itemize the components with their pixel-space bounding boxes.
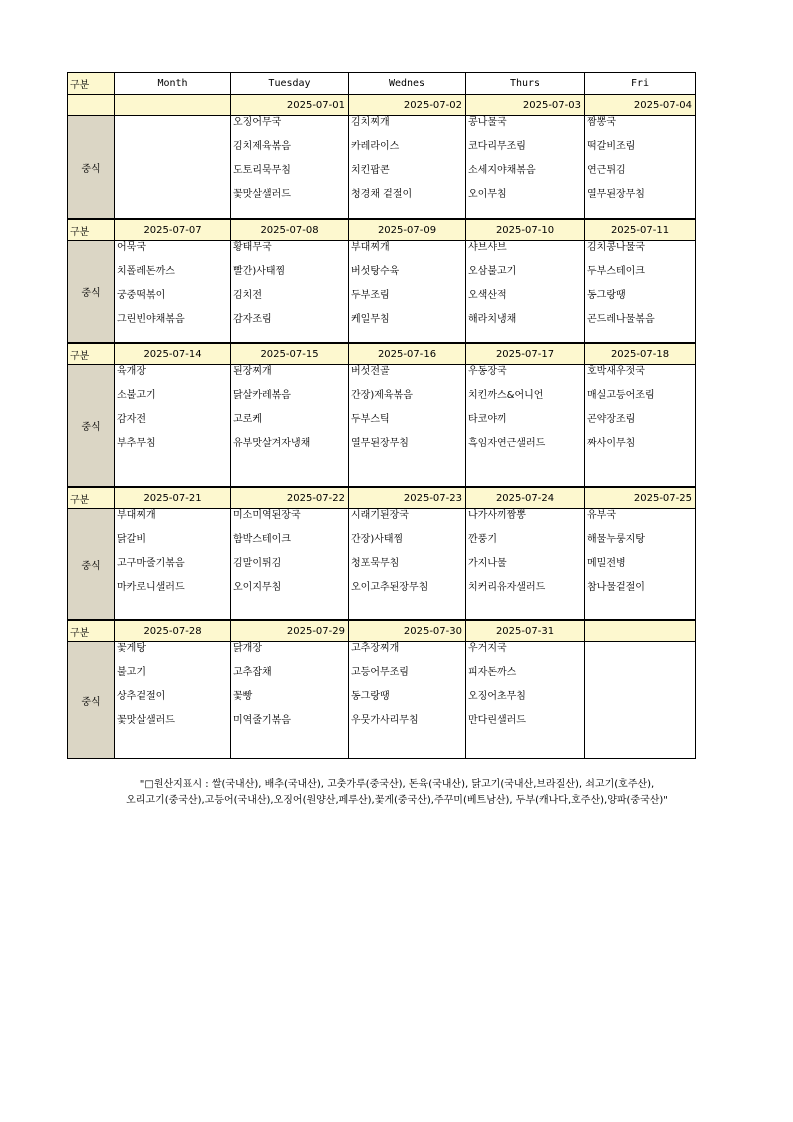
menu-item: 고추장찌개 (351, 643, 400, 654)
menu-item: 두부스틱 (351, 414, 390, 425)
menu-cell (115, 642, 231, 759)
menu-item: 닭갈비 (117, 534, 146, 545)
menu-item: 샤브샤브 (468, 242, 507, 253)
date-row (68, 95, 696, 116)
menu-item: 소불고기 (117, 390, 156, 401)
lunch-menu-table (67, 72, 696, 759)
menu-item: 시래기된장국 (351, 510, 409, 521)
day-header: Thurs (466, 73, 585, 95)
menu-cell (115, 116, 231, 220)
menu-item: 고구마줄기볶음 (117, 558, 185, 569)
menu-item: 함박스테이크 (233, 534, 291, 545)
menu-item: 코다리무조림 (468, 141, 526, 152)
menu-row (68, 241, 696, 344)
origin-notice-line-2: 오리고기(중국산),고등어(국내산),오징어(원양산,페루산),꽃게(중국산),주꾸미(베트남산), 두부(캐나다,호주산),양파(중국산)" (126, 795, 668, 806)
date-cell: 2025-07-07 (115, 219, 231, 241)
menu-item: 김치제육볶음 (233, 141, 291, 152)
menu-row (68, 365, 696, 488)
menu-item: 간장)제육볶음 (351, 390, 413, 401)
date-cell: 2025-07-18 (585, 343, 696, 365)
menu-item: 닭개장 (233, 643, 262, 654)
date-row-gubun: 구분 (68, 219, 115, 241)
date-cell (115, 95, 231, 116)
menu-item: 나가사끼짬뽕 (468, 510, 526, 521)
menu-cell (466, 642, 585, 759)
menu-cell (231, 116, 349, 220)
menu-item: 꽃맛살샐러드 (117, 715, 175, 726)
date-cell: 2025-07-11 (585, 219, 696, 241)
menu-item: 열무된장무침 (587, 189, 645, 200)
menu-item (585, 642, 695, 666)
menu-item: 치폴레돈까스 (117, 266, 175, 277)
menu-item: 치킨까스&어니언 (468, 390, 544, 401)
menu-item: 치커리유자샐러드 (468, 582, 546, 593)
menu-item: 상추겉절이 (117, 691, 166, 702)
date-cell: 2025-07-22 (231, 487, 349, 509)
menu-item: 청포묵무침 (351, 558, 400, 569)
menu-item: 매실고등어조림 (587, 390, 655, 401)
date-row-gubun: 구분 (68, 343, 115, 365)
menu-item: 오색산적 (468, 290, 507, 301)
menu-cell (349, 509, 466, 621)
menu-item: 치킨팝콘 (351, 165, 390, 176)
menu-item: 미소미역된장국 (233, 510, 301, 521)
menu-item: 우뭇가사리무침 (351, 715, 419, 726)
menu-item: 그린빈야채볶음 (117, 314, 185, 325)
date-row-gubun: 구분 (68, 487, 115, 509)
menu-item: 부대찌개 (117, 510, 156, 521)
menu-item: 감자조림 (233, 314, 272, 325)
date-row (68, 487, 696, 509)
menu-item: 두부조림 (351, 290, 390, 301)
menu-item: 도토리묵무침 (233, 165, 291, 176)
menu-item: 빨간)사태찜 (233, 266, 286, 277)
menu-cell (115, 241, 231, 344)
menu-item: 열무된장무침 (351, 438, 409, 449)
menu-item: 연근튀김 (587, 165, 626, 176)
menu-item: 김치찌개 (351, 117, 390, 128)
menu-item: 해라치냉채 (468, 314, 517, 325)
menu-item: 감자전 (117, 414, 146, 425)
menu-item: 오징어초무침 (468, 691, 526, 702)
menu-item (115, 116, 230, 140)
menu-item: 김치전 (233, 290, 262, 301)
header-gubun: 구분 (68, 73, 115, 95)
menu-item: 꽃게탕 (117, 643, 146, 654)
menu-cell (349, 642, 466, 759)
date-cell: 2025-07-24 (466, 487, 585, 509)
menu-item: 메밀전병 (587, 558, 626, 569)
menu-cell (231, 365, 349, 488)
menu-cell (466, 365, 585, 488)
menu-item: 고로케 (233, 414, 262, 425)
menu-item (115, 164, 230, 188)
date-cell: 2025-07-21 (115, 487, 231, 509)
menu-item: 우동장국 (468, 366, 507, 377)
menu-item: 소세지야채볶음 (468, 165, 536, 176)
menu-cell (349, 116, 466, 220)
menu-item: 마카로니샐러드 (117, 582, 185, 593)
menu-item: 짬뽕국 (587, 117, 616, 128)
day-header: Wednes (349, 73, 466, 95)
menu-item: 김치콩나물국 (587, 242, 645, 253)
menu-cell (466, 241, 585, 344)
menu-item: 청경채 겉절이 (351, 189, 413, 200)
menu-item: 버섯탕수육 (351, 266, 400, 277)
date-cell (585, 620, 696, 642)
menu-item: 케일무침 (351, 314, 390, 325)
menu-item: 간장)사태찜 (351, 534, 404, 545)
menu-item: 오이지무침 (233, 582, 282, 593)
menu-item: 동그랑땡 (351, 691, 390, 702)
menu-item: 고등어무조림 (351, 667, 409, 678)
date-cell: 2025-07-15 (231, 343, 349, 365)
menu-item (585, 666, 695, 690)
menu-item: 곤드레나물볶음 (587, 314, 655, 325)
date-cell: 2025-07-28 (115, 620, 231, 642)
menu-item: 콩나물국 (468, 117, 507, 128)
menu-item: 만다린샐러드 (468, 715, 526, 726)
menu-item: 두부스테이크 (587, 266, 645, 277)
menu-cell (585, 365, 696, 488)
day-header: Month (115, 73, 231, 95)
lunch-label: 중식 (68, 365, 115, 488)
date-row-gubun: 구분 (68, 620, 115, 642)
menu-item: 닭살카레볶음 (233, 390, 291, 401)
menu-cell (585, 509, 696, 621)
date-cell: 2025-07-30 (349, 620, 466, 642)
date-cell: 2025-07-25 (585, 487, 696, 509)
menu-item: 동그랑땡 (587, 290, 626, 301)
menu-item: 유부국 (587, 510, 616, 521)
date-cell: 2025-07-04 (585, 95, 696, 116)
day-header: Tuesday (231, 73, 349, 95)
menu-item: 타코야끼 (468, 414, 507, 425)
date-cell: 2025-07-23 (349, 487, 466, 509)
menu-item (115, 188, 230, 212)
menu-cell (115, 509, 231, 621)
menu-item: 떡갈비조림 (587, 141, 636, 152)
menu-row (68, 642, 696, 759)
lunch-label: 중식 (68, 116, 115, 220)
date-cell: 2025-07-14 (115, 343, 231, 365)
date-cell: 2025-07-29 (231, 620, 349, 642)
menu-cell (466, 509, 585, 621)
menu-cell (585, 116, 696, 220)
menu-item: 육개장 (117, 366, 146, 377)
menu-cell (585, 241, 696, 344)
menu-item: 미역줄기볶음 (233, 715, 291, 726)
menu-cell (115, 365, 231, 488)
menu-item: 꽃맛살샐러드 (233, 189, 291, 200)
date-cell: 2025-07-02 (349, 95, 466, 116)
menu-row (68, 116, 696, 220)
date-cell: 2025-07-08 (231, 219, 349, 241)
date-cell: 2025-07-09 (349, 219, 466, 241)
date-cell: 2025-07-10 (466, 219, 585, 241)
menu-item: 호박새우젓국 (587, 366, 645, 377)
menu-item (585, 690, 695, 714)
menu-item: 카레라이스 (351, 141, 400, 152)
date-cell: 2025-07-01 (231, 95, 349, 116)
date-row-gubun (68, 95, 115, 116)
date-cell: 2025-07-03 (466, 95, 585, 116)
lunch-label: 중식 (68, 241, 115, 344)
day-header: Fri (585, 73, 696, 95)
lunch-label: 중식 (68, 509, 115, 621)
menu-cell (349, 365, 466, 488)
menu-item: 고추잡채 (233, 667, 272, 678)
menu-item: 어묵국 (117, 242, 146, 253)
date-cell: 2025-07-16 (349, 343, 466, 365)
menu-item: 피자돈까스 (468, 667, 517, 678)
menu-item: 불고기 (117, 667, 146, 678)
menu-cell (231, 241, 349, 344)
date-row (68, 620, 696, 642)
menu-item (585, 714, 695, 738)
menu-item: 부추무침 (117, 438, 156, 449)
menu-item: 우거지국 (468, 643, 507, 654)
menu-item: 된장찌개 (233, 366, 272, 377)
menu-item: 오징어무국 (233, 117, 282, 128)
menu-item: 오삼불고기 (468, 266, 517, 277)
menu-item: 깐풍기 (468, 534, 497, 545)
menu-item: 가지나물 (468, 558, 507, 569)
menu-item: 해물누룽지탕 (587, 534, 645, 545)
menu-cell (349, 241, 466, 344)
menu-item: 짜사이무침 (587, 438, 636, 449)
menu-item: 버섯전골 (351, 366, 390, 377)
header-row (68, 73, 696, 95)
date-cell: 2025-07-31 (466, 620, 585, 642)
menu-item: 황태무국 (233, 242, 272, 253)
date-row (68, 343, 696, 365)
date-row (68, 219, 696, 241)
menu-item: 참나물겉절이 (587, 582, 645, 593)
origin-notice-line-1: "□원산지표시 : 쌀(국내산), 배추(국내산), 고춧가루(중국산), 돈육(국내산), 닭고기(국내산,브라질산), 쇠고기(호주산), (139, 779, 655, 790)
menu-item: 부대찌개 (351, 242, 390, 253)
menu-item: 흑임자연근샐러드 (468, 438, 546, 449)
date-cell: 2025-07-17 (466, 343, 585, 365)
menu-item: 궁중떡볶이 (117, 290, 166, 301)
origin-notice (60, 777, 734, 809)
menu-item: 꽃빵 (233, 691, 253, 702)
menu-row (68, 509, 696, 621)
lunch-label: 중식 (68, 642, 115, 759)
menu-cell (231, 642, 349, 759)
menu-item: 오이고추된장무침 (351, 582, 429, 593)
menu-item: 오이무침 (468, 189, 507, 200)
menu-cell (466, 116, 585, 220)
menu-item: 김말이튀김 (233, 558, 282, 569)
menu-cell (231, 509, 349, 621)
menu-cell (585, 642, 696, 759)
menu-item (115, 140, 230, 164)
menu-item: 곤약장조림 (587, 414, 636, 425)
menu-item: 유부맛살겨자냉채 (233, 438, 311, 449)
